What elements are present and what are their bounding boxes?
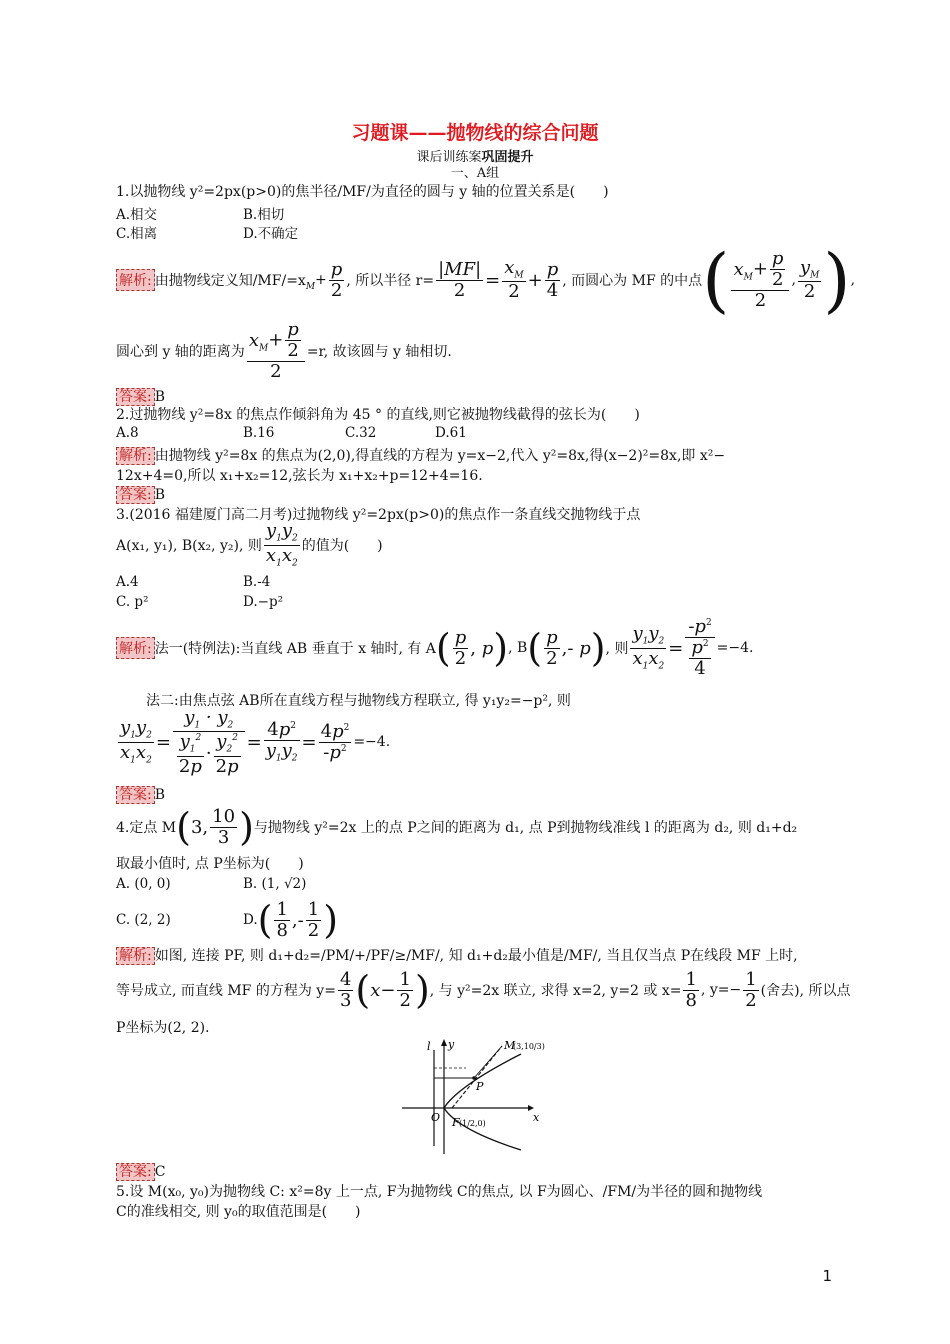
label-f: F — [452, 1116, 460, 1129]
q3-analysis-lead: 法一(特例法):当直线 AB 垂直于 x 轴时, 有 A — [154, 641, 436, 657]
analysis-tag: 解析: — [116, 947, 155, 965]
answer-tag: 答案: — [116, 388, 155, 406]
q1-analysis-mid: , 所以半径 r= — [346, 273, 435, 289]
q4-stem-2: 取最小值时, 点 P坐标为( ) — [116, 856, 304, 872]
q1-analysis-line1: 解析: 由抛物线定义知/MF/=x M + $\frac{p}{2}$ , 所以半径 r= $\frac{|MF|}{2}$ = $\frac{x_M}{2}$ + $\frac{p}{4}$ , 而圆心为 MF 的中点 ( $x_M+$ $\frac{p}{2}$ 2 , $\frac{y_M}{2}$ ) , — [116, 250, 855, 310]
label-x: x — [533, 1111, 540, 1124]
q1-analysis-lead: 由抛物线定义知/MF/=x — [154, 273, 306, 289]
label-y: y — [448, 1038, 455, 1051]
q5-stem-1: 5.设 M(x₀, y₀)为抛物线 C: x²=8y 上一点, F为抛物线 C的焦点, 以 F为圆心、/FM/为半径的圆和抛物线 — [116, 1184, 763, 1200]
q4-analysis-2-mid2: , y=− — [700, 982, 742, 998]
q2-option-d: D.61 — [435, 425, 467, 441]
q2-option-b: B.16 — [243, 425, 275, 441]
q3-stem: 3.(2016 福建厦门高二月考)过抛物线 y²=2px(p>0)的焦点作一条直线交抛物线于点 — [116, 507, 641, 523]
q3-option-d: D.−p² — [243, 594, 283, 610]
q1-option-c: C.相离 — [116, 226, 158, 242]
q4-analysis-line1 — [116, 945, 798, 965]
label-o: O — [431, 1111, 441, 1124]
q1-analysis-line2-lead: 圆心到 y 轴的距离为 — [116, 344, 245, 360]
q4-stem-lead: 4.定点 M — [116, 820, 177, 836]
q4-option-d: D. — [243, 912, 258, 928]
q4-analysis-3: P坐标为(2, 2). — [116, 1020, 210, 1036]
q2-answer-value: B — [154, 487, 166, 503]
q1-analysis-tail: , 而圆心为 MF 的中点 — [562, 273, 703, 289]
label-m-coords: (3,10/3) — [513, 1042, 545, 1051]
q3-analysis-line1: 解析: 法一(特例法):当直线 AB 垂直于 x 轴时, 有 A ( $\frac{p}{2}$ , p ) , B ( $\frac{p}{2}$ ,- p ) , 则 $\frac{y_1y_2}{x_1x_2}$ = $\frac{-p^2}{\frac{p^2}{4}}$ =−4. — [116, 612, 753, 684]
y-axis-arrow — [441, 1039, 447, 1046]
q3-stem2-lead: A(x₁, y₁), B(x₂, y₂), 则 — [116, 538, 262, 554]
label-l: l — [427, 1040, 431, 1053]
q4-analysis-1: 如图, 连接 PF, 则 d₁+d₂=/PM/+/PF/≥/MF/, 知 d₁+d₂最小值是/MF/, 当且仅当点 P在线段 MF 上时, — [154, 948, 798, 964]
subtitle-bold: 巩固提升 — [481, 150, 534, 165]
q2-answer — [116, 484, 165, 504]
q1-answer — [116, 386, 165, 406]
q3-answer — [116, 784, 165, 804]
q3-stem2-tail: 的值为( ) — [301, 538, 383, 554]
q4-option-b: B. (1, √2) — [243, 876, 307, 892]
q3-stem-line2: A(x₁, y₁), B(x₂, y₂), 则 $\frac{y_1y_2}{x_1x_2}$ 的值为( ) — [116, 520, 383, 569]
q4-stem-tail: 与抛物线 y²=2x 上的点 P之间的距离为 d₁, 点 P到抛物线准线 l 的距离为 d₂, 则 d₁+d₂ — [253, 820, 798, 836]
q4-analysis-2-tail: (舍去), 所以点 — [760, 983, 851, 999]
q3-analysis-mid: , B — [508, 640, 528, 656]
q1-option-d: D.不确定 — [243, 226, 299, 242]
q5-stem-2: C的准线相交, 则 y₀的取值范围是( ) — [116, 1204, 361, 1220]
q4-option-a: A. (0, 0) — [116, 876, 171, 892]
q3-option-a: A.4 — [116, 574, 139, 590]
subtitle-prefix: 课后训练案 — [416, 150, 482, 165]
label-f-coords: (1/2,0) — [459, 1119, 486, 1128]
q4-stem-line1: 4.定点 M ( 3, $\frac{10}{3}$ ) 与抛物线 y²=2x 上的点 P之间的距离为 d₁, 点 P到抛物线准线 l 的距离为 d₂, 则 d₁+d₂ — [116, 805, 798, 849]
q4-option-c: C. (2, 2) — [116, 912, 171, 928]
q3-answer-value: B — [154, 787, 166, 803]
q2-analysis-1: 由抛物线 y²=8x 的焦点为(2,0),得直线的方程为 y=x−2,代入 y²=8x,得(x−2)²=8x,即 x²− — [154, 448, 726, 464]
q4-analysis-2-mid: , 与 y²=2x 联立, 求得 x=2, y=2 或 x= — [429, 983, 682, 999]
q4-analysis-line2: 等号成立, 而直线 MF 的方程为 y= $\frac{4}{3}$ ( x − $\frac{1}{2}$ ) , 与 y²=2x 联立, 求得 x=2, y=2 或 x= $\frac{1}{8}$ , y=− $\frac{1}{2}$ (舍去), 所以点 — [116, 968, 851, 1012]
q3-option-c: C. p² — [116, 594, 149, 610]
page-number: 1 — [822, 1267, 832, 1285]
answer-tag: 答案: — [116, 486, 155, 504]
q1-option-b: B.相切 — [243, 207, 285, 223]
analysis-tag: 解析: — [116, 447, 155, 465]
q3-method2-formula: $\frac{y_1y_2}{x_1x_2}$ = $y_1 \cdot y_2$ $\frac{y_1^2}{2p}$ · $\frac{y_2^2}{2p}$ = $\frac{4p^2}{y_1y_2}$ = $\frac{4p^2}{-p^2}$ =−4. — [120, 706, 391, 777]
group-heading: 一、A组 — [450, 166, 500, 181]
q2-option-c: C.32 — [345, 425, 377, 441]
q3-option-b: B.-4 — [243, 574, 271, 590]
q3-analysis-tail: , 则 — [605, 641, 629, 657]
answer-tag: 答案: — [116, 786, 155, 804]
q3-method2-end: =−4. — [353, 734, 391, 750]
q4-answer-value: C — [154, 1164, 166, 1180]
q3-analysis-end: =−4. — [716, 640, 754, 656]
q2-analysis-2: 12x+4=0,所以 x₁+x₂=12,弦长为 x₁+x₂+p=12+4=16. — [116, 468, 483, 484]
q4-option-d-wrap: D. ( $\frac{1}{8}$ ,- $\frac{1}{2}$ ) — [243, 898, 339, 942]
q4-answer — [116, 1161, 165, 1181]
page-title: 习题课——抛物线的综合问题 — [351, 122, 599, 144]
segment-mf — [452, 1046, 502, 1108]
q2-analysis-line1 — [116, 445, 725, 465]
q2-option-a: A.8 — [116, 425, 139, 441]
q3-method2: 法二:由焦点弦 AB所在直线方程与抛物线方程联立, 得 y₁y₂=−p², 则 — [146, 693, 571, 709]
q4-analysis-2-lead: 等号成立, 而直线 MF 的方程为 y= — [116, 983, 336, 999]
answer-tag: 答案: — [116, 1163, 155, 1181]
q4-figure — [396, 1036, 556, 1156]
analysis-tag: 解析: — [116, 269, 155, 291]
segment-pm — [474, 1046, 502, 1078]
q1-answer-value: B — [154, 389, 166, 405]
q2-stem: 2.过抛物线 y²=8x 的焦点作倾斜角为 45 ° 的直线,则它被抛物线截得的弦长为( ) — [116, 407, 640, 423]
q1-analysis-line2-tail: =r, 故该圆与 y 轴相切. — [306, 344, 452, 360]
q1-stem: 1.以抛物线 y²=2px(p>0)的焦半径/MF/为直径的圆与 y 轴的位置关系是( ) — [116, 184, 609, 200]
label-p: P — [476, 1080, 484, 1093]
q1-analysis-line2: 圆心到 y 轴的距离为 $x_M+$ $\frac{p}{2}$ 2 =r, 故该圆与 y 轴相切. — [116, 319, 452, 382]
analysis-tag: 解析: — [116, 637, 155, 659]
q1-option-a: A.相交 — [116, 207, 158, 223]
label-m: M — [504, 1039, 516, 1052]
